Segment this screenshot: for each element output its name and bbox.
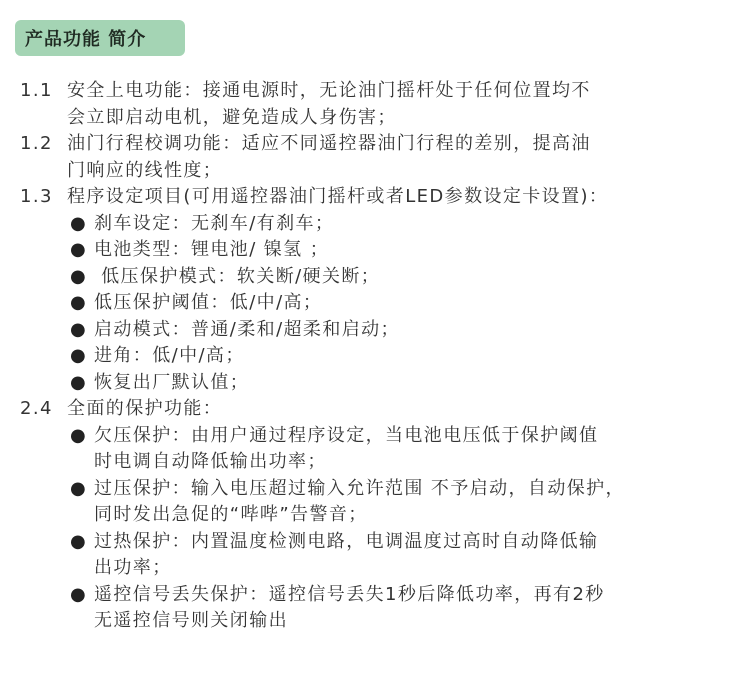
section-text: 程序设定项目(可用遥控器油门摇杆或者LED参数设定卡设置)： [67, 186, 609, 207]
feature-2-4 [20, 396, 745, 635]
section-text: 油门行程校调功能：适应不同遥控器油门行程的差别，提高油 [67, 133, 591, 154]
section-number: 1.2 [20, 133, 53, 154]
list-item: ● 刹车设定：无刹车/有刹车； [70, 211, 745, 238]
feature-1-1 [20, 78, 745, 131]
bullet-icon: ● [70, 345, 88, 366]
list-item: ● 进角：低/中/高； [70, 343, 745, 370]
list-item: ● 过热保护：内置温度检测电路，电调温度过高时自动降低输 出功率； [70, 529, 745, 582]
bullet-icon: ● [70, 583, 88, 605]
list-item: ● 电池类型：锂电池/ 镍氢 ； [70, 237, 745, 264]
section-text-cont: 门响应的线性度； [67, 159, 223, 181]
section-title-badge [15, 20, 185, 56]
list-item: ● 欠压保护：由用户通过程序设定，当电池电压低于保护阈值 时电调自动降低输出功率； [70, 423, 745, 476]
list-item: ● 低压保护模式：软关断/硬关断； [70, 264, 745, 291]
settings-list [20, 211, 745, 397]
bullet-icon: ● [70, 265, 88, 287]
protection-list [20, 423, 745, 635]
section-number: 1.1 [20, 80, 53, 101]
list-item: ● 遥控信号丢失保护：遥控信号丢失1秒后降低功率，再有2秒 无遥控信号则关闭输出 [70, 582, 745, 635]
feature-list [20, 78, 745, 635]
feature-1-3 [20, 184, 745, 396]
list-item: ● 过压保护：输入电压超过输入允许范围 不予启动，自动保护， 同时发出急促的“哔哔”告警音； [70, 476, 745, 529]
section-text: 全面的保护功能： [67, 398, 223, 419]
section-number: 1.3 [20, 186, 53, 207]
bullet-icon: ● [70, 477, 88, 499]
list-item: ● 启动模式：普通/柔和/超柔和启动； [70, 317, 745, 344]
feature-1-2 [20, 131, 745, 184]
list-item: ● 恢复出厂默认值； [70, 370, 745, 397]
section-title: 产品功能 简介 [25, 29, 147, 50]
bullet-icon: ● [70, 239, 88, 260]
bullet-icon: ● [70, 371, 88, 393]
bullet-icon: ● [70, 318, 88, 340]
bullet-icon: ● [70, 424, 88, 446]
bullet-icon: ● [70, 212, 88, 234]
section-number: 2.4 [20, 398, 53, 419]
section-text: 安全上电功能：接通电源时，无论油门摇杆处于任何位置均不 [67, 80, 591, 101]
section-text-cont: 会立即启动电机，避免造成人身伤害； [67, 106, 397, 128]
list-item: ● 低压保护阈值：低/中/高； [70, 290, 745, 317]
bullet-icon: ● [70, 292, 88, 313]
bullet-icon: ● [70, 530, 88, 552]
